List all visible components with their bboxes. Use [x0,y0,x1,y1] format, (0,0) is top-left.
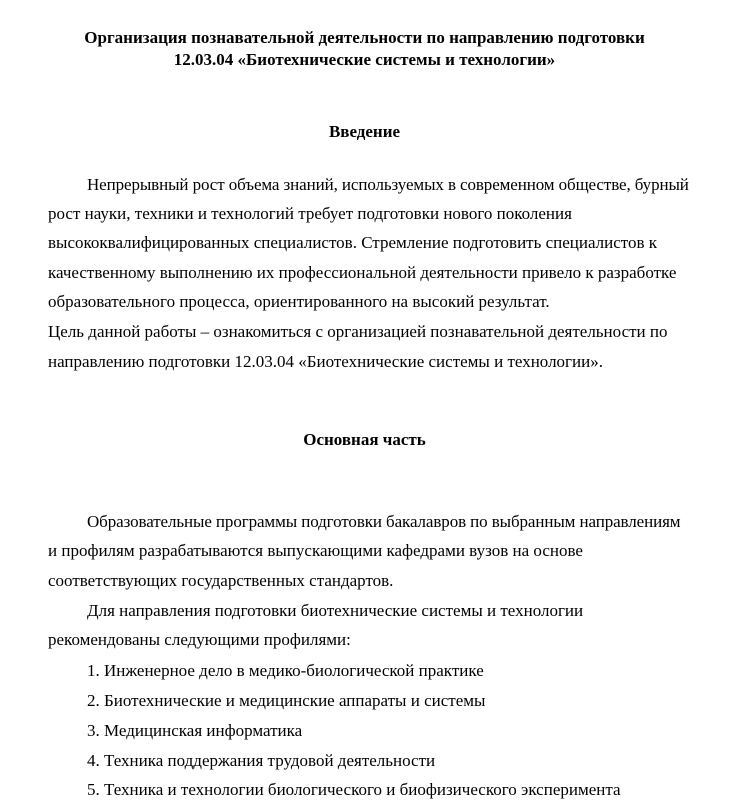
intro-paragraph-line: образовательного процесса, ориентированного на высокий результат. [48,292,550,311]
intro-paragraph-line: высококвалифицированных специалистов. Стремление подготовить специалистов к [48,233,658,252]
main-paragraph-line: рекомендованы следующими профилями: [48,630,351,649]
main-paragraph-line: соответствующих государственных стандартов. [48,571,394,590]
section-heading-main: Основная часть [303,430,426,449]
profile-list-item: 5. Техника и технологии биологического и биофизического эксперимента [87,780,621,799]
profile-list-item: 3. Медицинская информатика [87,721,303,740]
profile-list-item: 4. Техника поддержания трудовой деятельности [87,751,436,770]
profile-list-item: 2. Биотехнические и медицинские аппараты и системы [87,691,486,710]
main-paragraph-line: Для направления подготовки биотехнические системы и технологии [87,601,584,620]
goal-paragraph-line: направлению подготовки 12.03.04 «Биотехнические системы и технологии». [48,352,603,371]
intro-paragraph-line: качественному выполнению их профессиональной деятельности привело к разработке [48,263,677,282]
document-title-line-1: Организация познавательной деятельности по направлению подготовки [84,28,645,47]
goal-paragraph-line: Цель данной работы – ознакомиться с организацией познавательной деятельности по [48,322,668,341]
main-paragraph-line: и профилям разрабатываются выпускающими кафедрами вузов на основе [48,541,583,560]
intro-paragraph-line: рост науки, техники и технологий требует подготовки нового поколения [48,204,572,223]
section-heading-intro: Введение [328,122,401,141]
profile-list-item: 1. Инженерное дело в медико-биологической практике [87,661,484,680]
intro-paragraph-line: Непрерывный рост объема знаний, используемых в современном обществе, бурный [87,175,689,194]
main-paragraph-line: Образовательные программы подготовки бакалавров по выбранным направлениям [87,512,681,531]
document-title-line-2: 12.03.04 «Биотехнические системы и технологии» [173,50,556,69]
